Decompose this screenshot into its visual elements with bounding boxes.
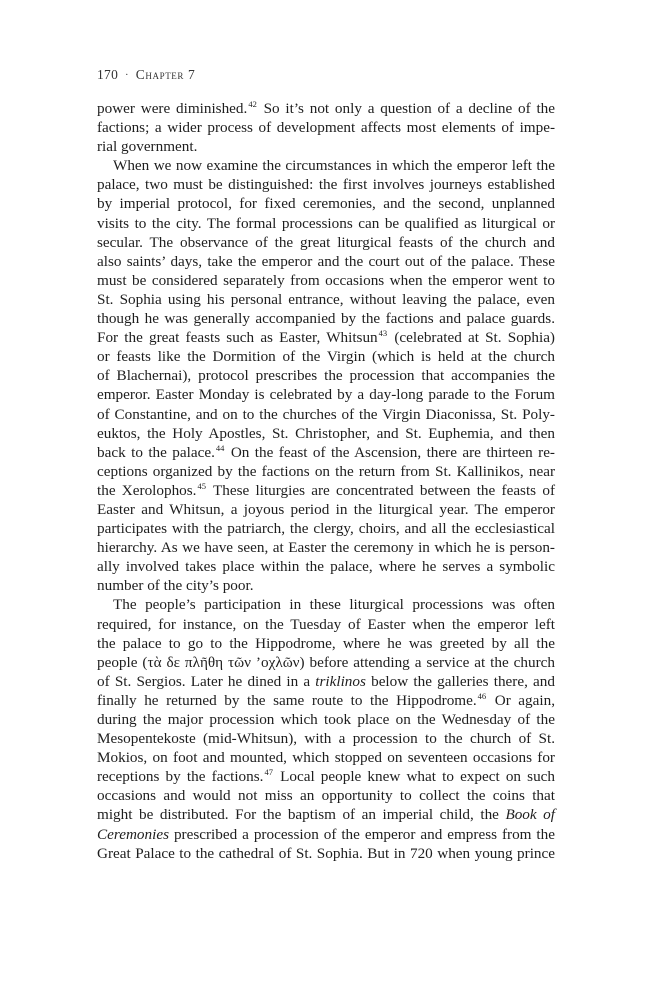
footnote-ref: 44 — [215, 442, 225, 453]
text-line: For the great feasts such as Easter, Whitsun$^{43}$ (celebrated at St. Sophia) — [97, 328, 555, 347]
text-line: ceptions organized by the factions on the return from St. Kallinikos, near — [97, 462, 555, 480]
footnote-ref: 42 — [248, 99, 257, 109]
text-line: Great Palace to the cathedral of St. Sophia. But in 720 when young prince — [97, 844, 555, 862]
italic-term: triklinos — [315, 672, 366, 690]
page-number: 170 — [97, 67, 119, 82]
chapter-title: Chapter 7 — [135, 67, 196, 82]
text-line: by imperial protocol, for fixed ceremonies, and the second, unplanned — [97, 195, 555, 213]
text-line: back to the palace.$^{44}$ On the feast of the Ascension, there are thirteen re- — [97, 442, 555, 461]
text-line: hierarchy. As we have seen, at Easter the ceremony in which he is person- — [97, 539, 555, 557]
text-line: emperor. Easter Monday is celebrated by a day-long parade to the Forum — [97, 386, 555, 404]
text-line: secular. The observance of the great liturgical feasts of the church and — [97, 233, 555, 251]
text-line: finally he returned by the same route to the Hippodrome.$^{46}$ Or again, — [97, 690, 555, 709]
text-line: number of the city’s poor. — [97, 577, 254, 595]
text-line: visits to the city. The formal processions can be qualified as liturgical or — [97, 214, 555, 232]
text-line: also saints’ days, take the emperor and the court out of the palace. These — [97, 252, 555, 270]
text-line: receptions by the factions.$^{47}$ Local people knew what to expect on such — [97, 767, 555, 786]
footnote-ref: 46 — [477, 690, 487, 701]
text-line: during the major procession which took place on the Wednesday of the — [97, 711, 555, 728]
text-line: though he was generally accompanied by the factions and palace guards. — [97, 310, 555, 328]
text-line: of Constantine, and on to the churches of the Virgin Diaconissa, St. Poly- — [97, 405, 555, 423]
text-line: must be considered separately from occasions when the emperor went to — [97, 271, 555, 289]
text-line: the palace to go to the Hippodrome, where he was greeted by all the — [97, 634, 555, 652]
text-line: euktos, the Holy Apostles, St. Christopher, and St. Euphemia, and then — [97, 424, 555, 442]
footnote-ref: 45 — [197, 480, 206, 491]
text-line: The people’s participation in these liturgical processions was often — [113, 596, 555, 614]
text-line: palace, two must be distinguished: the first involves journeys established — [97, 176, 555, 194]
text-line: rial government. — [97, 138, 198, 156]
text-line: Mesopentekoste (mid-Whitsun), with a procession to the church of St. — [97, 730, 555, 748]
footnote-ref: 43 — [378, 328, 388, 339]
text-line: people (τὰ δε πλῆθη τῶν ’οχλῶν) before attending a service at the church — [97, 653, 555, 671]
text-line: Easter and Whitsun, a joyous period in the liturgical year. The emperor — [97, 500, 555, 518]
running-head-separator: · — [125, 70, 129, 81]
text-line: When we now examine the circumstances in which the emperor left the — [113, 157, 555, 175]
italic-title: Ceremonies — [97, 825, 169, 843]
body-text — [97, 99, 555, 863]
text-line: occasions and would not miss an opportunity to collect the coins that — [97, 787, 555, 805]
text-line: of St. Sergios. Later he dined in a triklinos below the galleries there, and — [97, 672, 555, 690]
running-head — [97, 67, 195, 83]
text-line: or feasts like the Dormition of the Virgin (which is held at the church — [97, 348, 555, 366]
text-line: required, for instance, on the Tuesday of Easter when the emperor left — [97, 615, 555, 633]
footnote-ref: 47 — [264, 767, 273, 778]
text-line: power were diminished.$^{42}$ So it’s not only a question of a decline of the — [97, 99, 555, 117]
text-line: the Xerolophos.$^{45}$ These liturgies are concentrated between the feasts of — [97, 480, 555, 499]
text-line: factions; a wider process of development affects most elements of impe- — [97, 119, 555, 137]
italic-title: Book of — [505, 806, 555, 824]
text-line: might be distributed. For the baptism of an imperial child, the Book of — [97, 806, 555, 824]
text-line: participates with the patriarch, the clergy, choirs, and all the ecclesiastical — [97, 520, 555, 538]
text-line: ally involved takes place within the palace, where he serves a symbolic — [97, 558, 555, 576]
text-line: Ceremonies prescribed a procession of the emperor and empress from the — [97, 825, 555, 843]
text-line: of Blachernai), protocol prescribes the procession that accompanies the — [97, 367, 555, 385]
text-line: Mokios, on foot and mounted, which stopped on seventeen occasions for — [97, 749, 555, 767]
text-line: St. Sophia using his personal entrance, without leaving the palace, even — [97, 290, 555, 308]
